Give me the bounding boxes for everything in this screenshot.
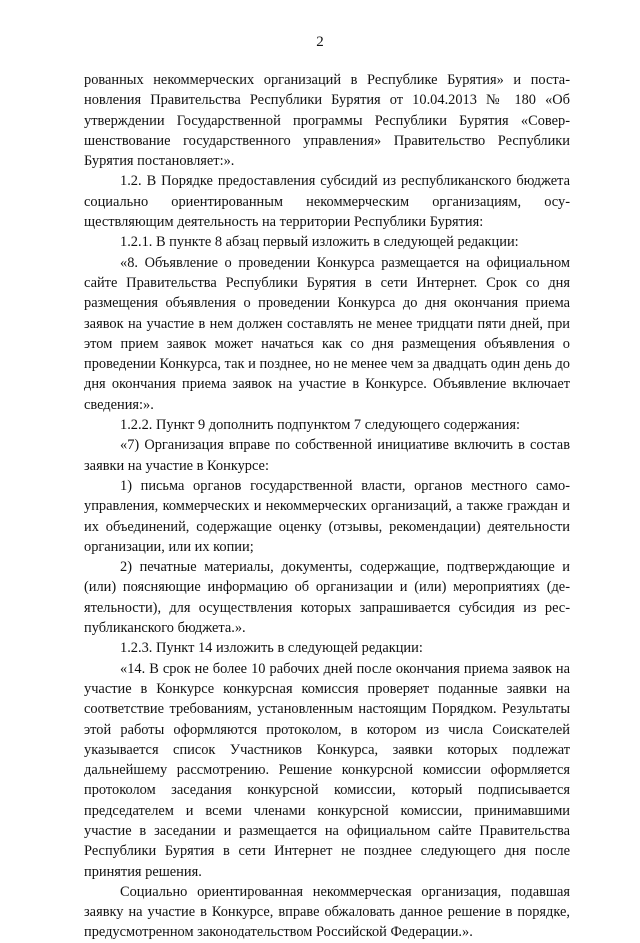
paragraph-item-2: 2) печатные материалы, документы, содержащие, подтверждающие и (или) поясняющие информацию об организации и (или) мероприятиях (деятельности), для осуществления которых запрашивается субсидия из республиканского бюджета.». — [84, 559, 570, 637]
paragraph-1-2-3: 1.2.3. Пункт 14 изложить в следующей редакции: — [120, 640, 423, 657]
paragraph-continuation: рованных некоммерческих организаций в Республике Бурятия» и постановления Правительства Республики Бурятия от 10.04.2013 № 180 «Об утверждении Государственной программы Республики Бурятия «Совершенствование государственного управления» Правительство Республики Бурятия постановляет:». — [84, 72, 570, 170]
paragraph-subpoint-7: «7) Организация вправе по собственной инициативе включить в состав заявки на участие в Конкурсе: — [84, 437, 570, 474]
paragraph-point-14: «14. В срок не более 10 рабочих дней после окончания приема заявок на участие в Конкурсе конкурсная комиссия проверяет поданные заявки на соответствие требованиям, установленным настоящим Порядком. Результаты этой работы оформляются протоколом, в котором из числа Соискателей указывается список Участников Конкурса, заявки которых подлежат дальнейшему рассмотрению. Решение конкурсной комиссии оформляется протоколом заседания конкурсной комиссии, который подписывается председателем и всеми членами конкурсной комиссии, принимавшими участие в заседании и размещается на официальном сайте Правительства Республики Бурятия в сети Интернет не позднее следующего дня после принятия решения. — [84, 660, 570, 880]
paragraph-appeal: Социально ориентированная некоммерческая организация, подавшая заявку на участие в Конкурсе, вправе обжаловать данное решение в порядке, предусмотренном законодательством Российской Федерации.». — [84, 883, 570, 941]
paragraph-1-2-2: 1.2.2. Пункт 9 дополнить подпунктом 7 следующего содержания: — [120, 417, 520, 434]
paragraph-1-2: 1.2. В Порядке предоставления субсидий из республиканского бюджета социально ориентированным некоммерческим организациям, осуществляющим деятельность на территории Республики Бурятия: — [84, 173, 570, 231]
page-number: 2 — [316, 34, 324, 50]
paragraph-point-8: «8. Объявление о проведении Конкурса размещается на официальном сайте Правительства Республики Бурятия в сети Интернет. Срок со дня размещения объявления о проведении Конкурса до дня окончания приема заявок на участие в нем должен составлять не менее тридцати пяти дней, при этом прием заявок может начаться как со дня размещения объявления о проведении Конкурса, так и позднее, но не менее чем за двадцать один день до дня окончания приема заявок на участие в Конкурсе. Объявление включает сведения:». — [84, 254, 570, 413]
document-body — [84, 70, 570, 943]
paragraph-item-1: 1) письма органов государственной власти, органов местного самоуправления, коммерческих и некоммерческих организаций, а также граждан и их объединений, содержащие оценку (отзывы, рекомендации) деятельности организации, или их копии; — [84, 477, 570, 555]
paragraph-1-2-1: 1.2.1. В пункте 8 абзац первый изложить в следующей редакции: — [120, 234, 519, 251]
